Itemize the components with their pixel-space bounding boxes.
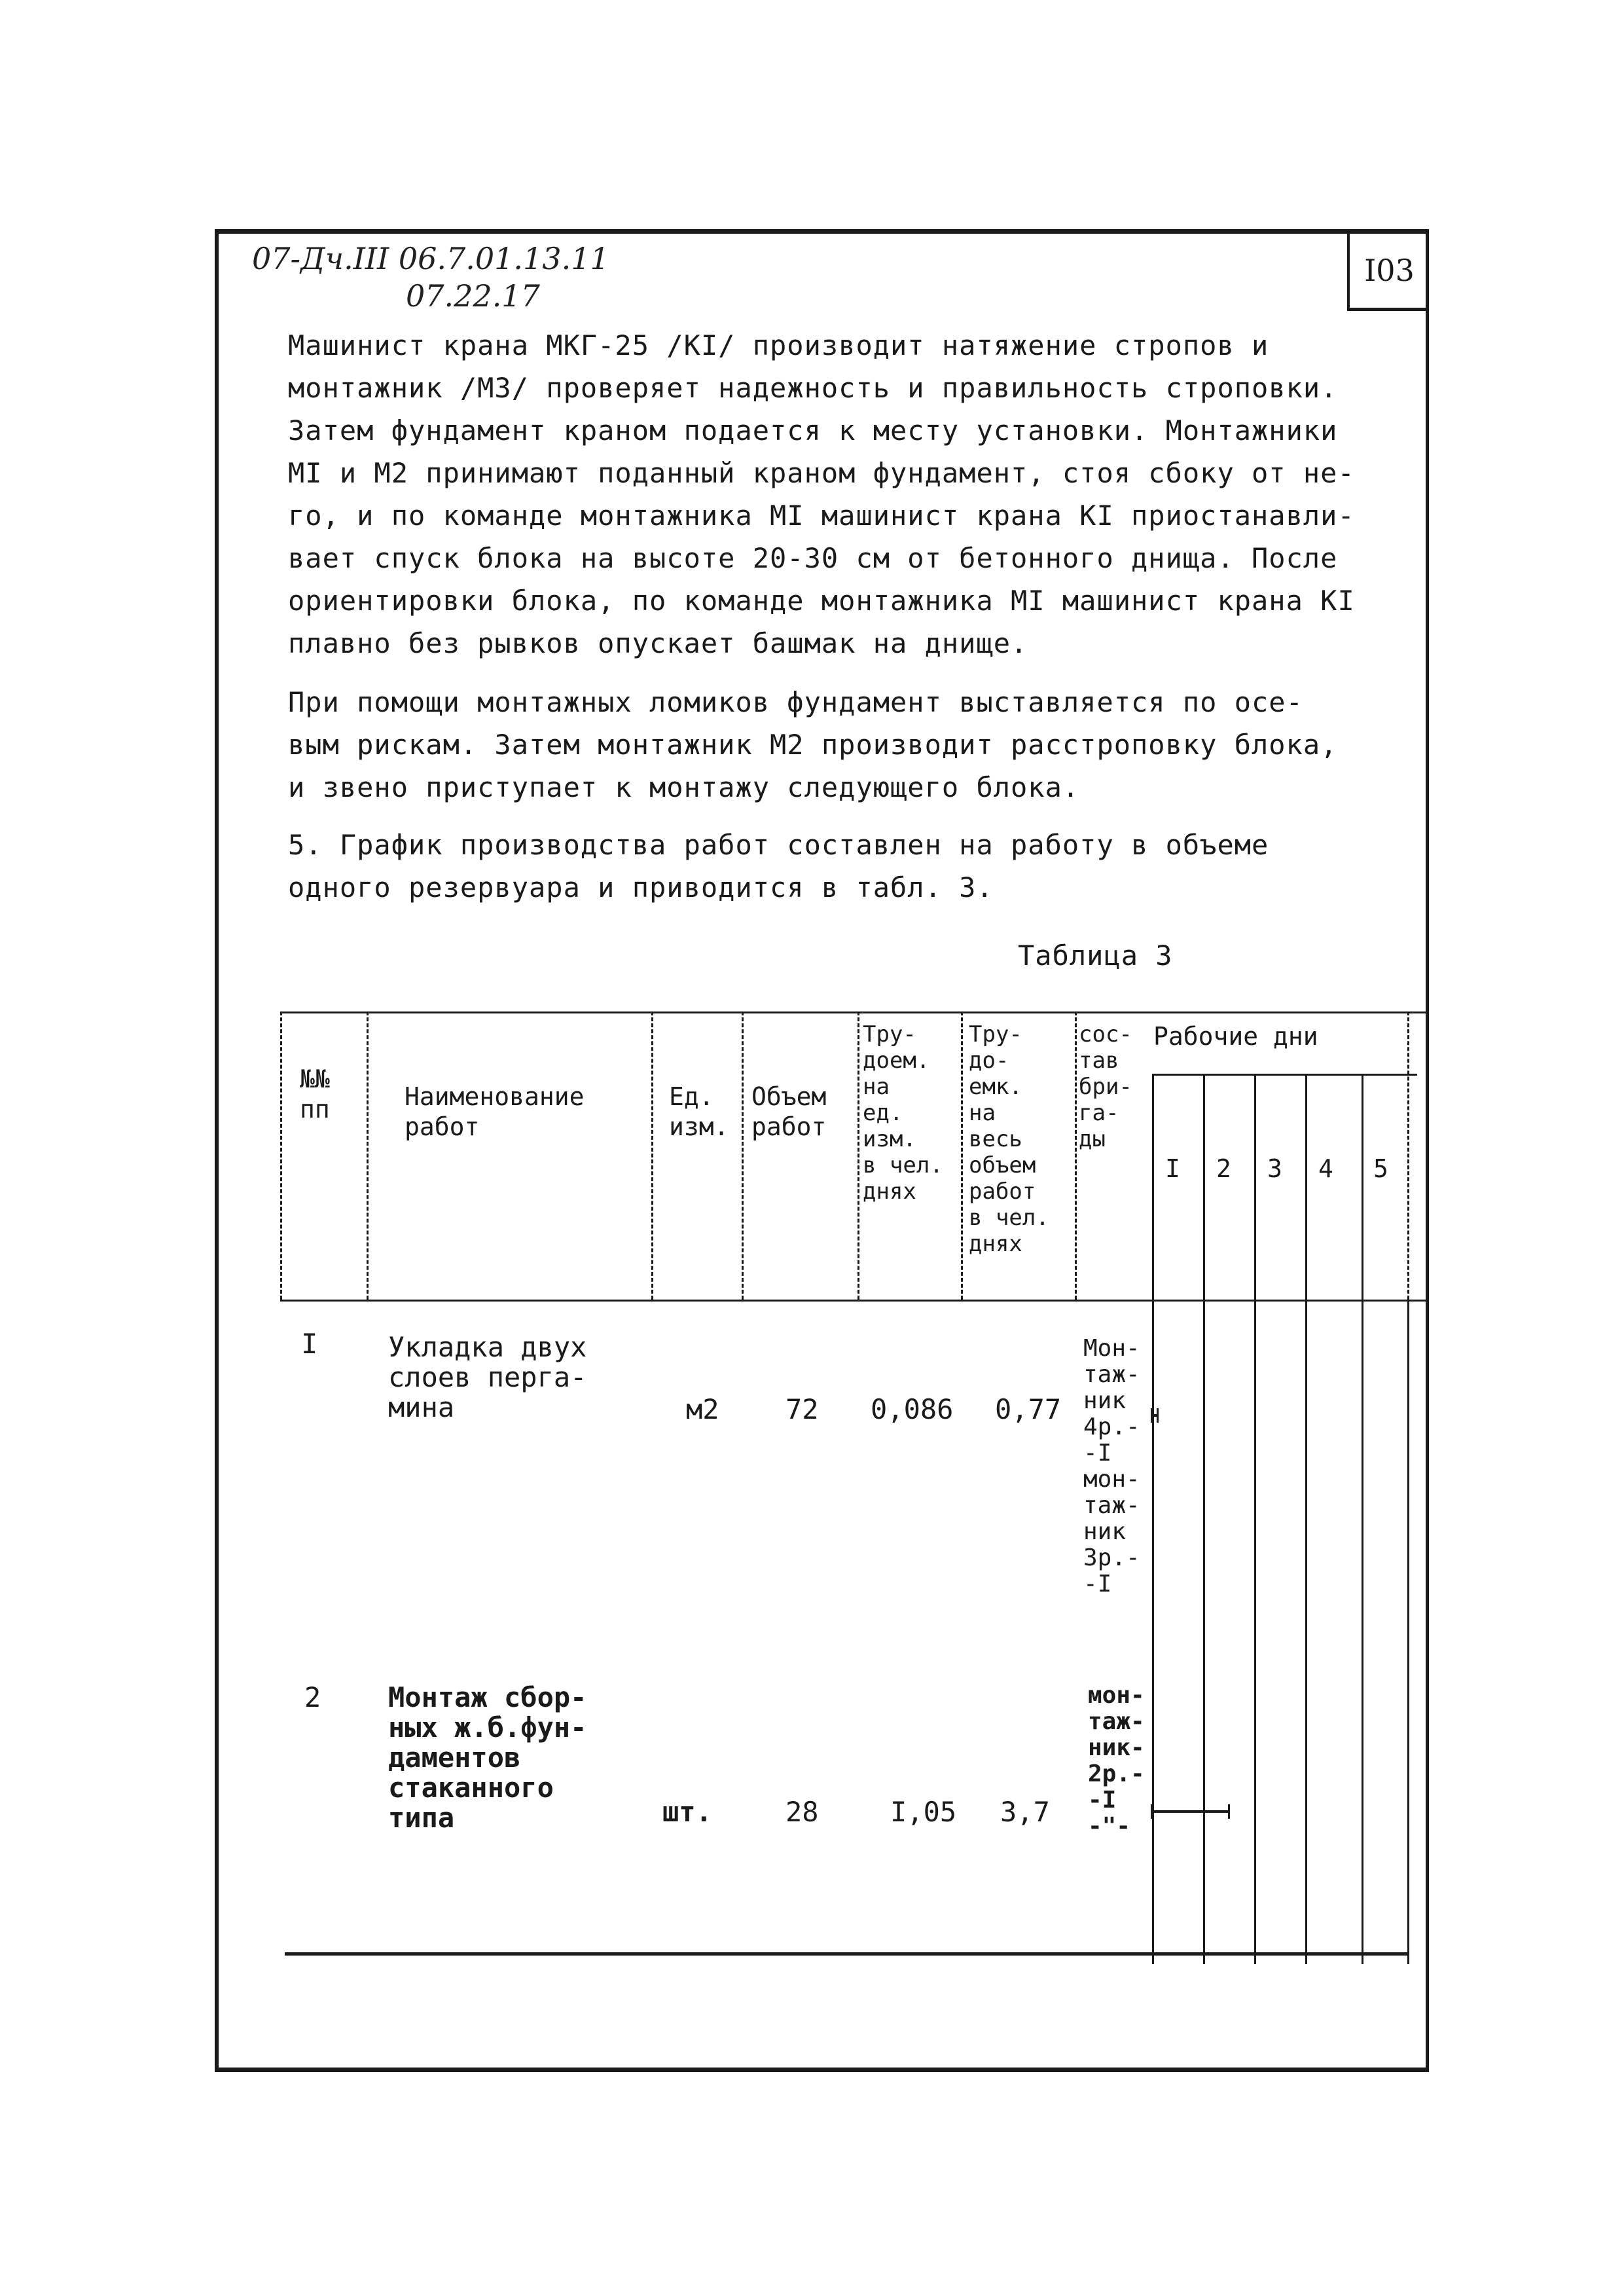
header-day-4: 4: [1318, 1154, 1333, 1183]
col-rule: [1075, 1011, 1077, 1300]
col-rule: [280, 1011, 282, 1300]
day-rule: [1152, 1074, 1154, 1964]
row-labor-total: 3,7: [1000, 1796, 1050, 1828]
doc-code-line1: 07-Дч.III 06.7.01.13.11: [252, 241, 609, 276]
row-volume: 28: [785, 1796, 819, 1828]
header-day-3: 3: [1267, 1154, 1282, 1183]
header-unit: Ед. изм.: [669, 1082, 729, 1141]
table-caption: Таблица 3: [1018, 939, 1173, 972]
col-rule: [961, 1011, 963, 1300]
row-unit: м2: [686, 1393, 719, 1425]
row-unit: шт.: [662, 1796, 712, 1828]
day-rule: [1362, 1074, 1363, 1964]
table-bottom-rule: [285, 1952, 1407, 1956]
col-rule: [857, 1011, 859, 1300]
paragraph-3: 5. График производства работ составлен на работу в объеме одного резервуара и приводится в табл. 3.: [288, 829, 1269, 903]
header-volume: Объем работ: [751, 1082, 827, 1141]
paragraph-1: Машинист крана МКГ-25 /КI/ производит натяжение стропов и монтажник /М3/ проверяет надежность и правильность строповки. Затем фундамент краном подается к месту установки. Монтажники МI и М2 принимают поданный краном фундамент, стоя сбоку от не- го, и по команде монтажника МI машинист крана КI приостанавли- вает спуск блока на высоте 20-30 см от бетонного днища. После ориентировки блока, по команде монтажника МI машинист крана КI плавно без рывков опускает башмак на днище.: [288, 329, 1355, 659]
header-num: №№ пп: [300, 1065, 330, 1123]
row-name: Монтаж сбор- ных ж.б.фун- даментов стаканного типа: [388, 1681, 587, 1834]
row-volume: 72: [785, 1393, 819, 1425]
day-rule: [1407, 1300, 1409, 1964]
col-rule: [367, 1011, 369, 1300]
header-name: Наименование работ: [405, 1082, 585, 1141]
day-rule: [1305, 1074, 1307, 1964]
page-number: I03: [1347, 232, 1429, 311]
row-labor-total: 0,77: [995, 1393, 1062, 1425]
bar-end-tick: [1157, 1408, 1159, 1423]
row-num: I: [301, 1328, 318, 1360]
header-day-2: 2: [1216, 1154, 1231, 1183]
doc-code-line2: 07.22.17: [406, 278, 540, 314]
header-days-title: Рабочие дни: [1153, 1022, 1318, 1051]
header-crew: сос- тав бри- га- ды: [1079, 1021, 1132, 1152]
col-rule: [742, 1011, 744, 1300]
day-rule: [1254, 1074, 1256, 1964]
bar-end-tick: [1228, 1804, 1230, 1819]
header-labor-total: Тру- до- емк. на весь объем работ в чел. днях: [969, 1021, 1049, 1257]
header-day-5: 5: [1373, 1154, 1388, 1183]
header-labor-unit: Тру- доем. на ед. изм. в чел. днях: [863, 1021, 943, 1205]
schedule-bar: [1152, 1414, 1157, 1417]
col-rule: [1407, 1011, 1409, 1300]
schedule-bar: [1152, 1810, 1229, 1813]
day-rule: [1203, 1074, 1205, 1964]
paragraph-2: При помощи монтажных ломиков фундамент выставляется по осе- вым рискам. Затем монтажник М2 производит расстроповку блока, и звено приступает к монтажу следующего блока.: [288, 686, 1338, 803]
bar-start-tick: [1151, 1408, 1153, 1423]
row-name: Укладка двух слоев перга- мина: [388, 1331, 587, 1423]
row-labor-unit: 0,086: [871, 1393, 954, 1425]
row-crew: мон- таж- ник- 2р.- -I -"-: [1088, 1682, 1145, 1840]
bar-start-tick: [1151, 1804, 1153, 1819]
row-num: 2: [304, 1681, 321, 1713]
days-subheader-rule: [1152, 1074, 1417, 1076]
col-rule: [651, 1011, 653, 1300]
row-crew: Мон- таж- ник 4р.- -I мон- таж- ник 3р.- -I: [1083, 1335, 1140, 1597]
header-day-1: I: [1165, 1154, 1180, 1183]
table-top-rule: [280, 1011, 1426, 1013]
row-labor-unit: I,05: [890, 1796, 957, 1828]
